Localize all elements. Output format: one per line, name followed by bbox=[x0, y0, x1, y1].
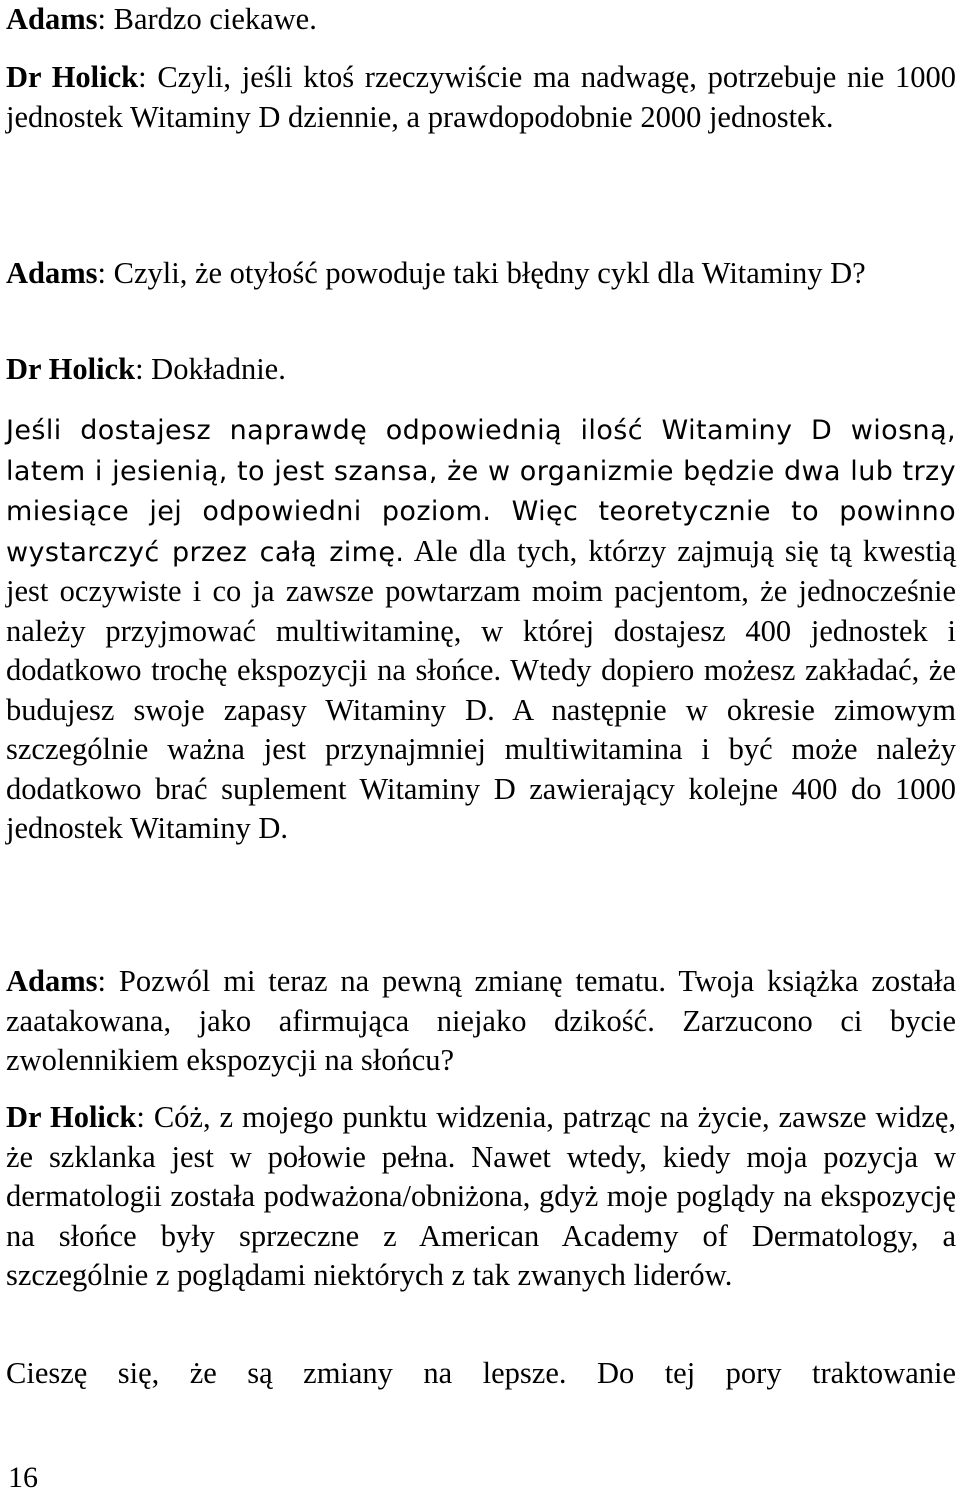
paragraph-text: : Pozwól mi teraz na pewną zmianę tematu. Twoja książka została zaatakowana, jako afirmująca niejako dzikość. Zarzucono ci bycie zwolennikiem ekspozycji na słońcu? bbox=[6, 964, 956, 1077]
paragraph-adams-2 bbox=[6, 254, 956, 294]
paragraph-text: : Bardzo ciekawe. bbox=[97, 2, 317, 36]
speaker-label: Adams bbox=[6, 2, 98, 36]
page-number: 16 bbox=[8, 1461, 38, 1494]
paragraph-adams-1 bbox=[6, 0, 956, 40]
speaker-label: Dr Holick bbox=[6, 60, 139, 94]
speaker-label: Adams bbox=[6, 964, 98, 998]
paragraph-text: : Cóż, z mojego punktu widzenia, patrząc na życie, zawsze widzę, że szklanka jest w połowie pełna. Nawet wtedy, kiedy moja pozycja w dermatologii została podważona/obniżona, gdyż moje poglądy na ekspozycję na słońce były sprzeczne z American Academy of Dermatology, a szczególnie z poglądami niektórych z tak zwanych liderów. bbox=[6, 1100, 956, 1292]
paragraph-holick-2 bbox=[6, 350, 956, 390]
paragraph-text: : Czyli, że otyłość powoduje taki błędny cykl dla Witaminy D? bbox=[97, 256, 866, 290]
paragraph-text-sans: Jeśli dostajesz naprawdę odpowiednią ilość Witaminy D wiosną, latem i jesienią, to jest szansa, że w organizmie będzie dwa lub trzy miesiące jej odpowiedni poziom. Więc teoretycznie to powinno wystarczyć przez całą zimę. bbox=[6, 415, 956, 568]
paragraph-text: Ale dla tych, którzy zajmują się tą kwestią jest oczywiste i co ja zawsze powtarzam moim pacjentom, że jednocześnie należy przyjmować multiwitaminę, w której dostajesz 400 jednostek i dodatkowo trochę ekspozycji na słońce. Wtedy dopiero możesz zakładać, że budujesz swoje zapasy Witaminy D. A następnie w okresie zimowym szczególnie ważna jest przynajmniej multiwitamina i być może należy dodatkowo brać suplement Witaminy D zawierający kolejne 400 do 1000 jednostek Witaminy D. bbox=[6, 533, 956, 845]
paragraph-text: : Dokładnie. bbox=[135, 352, 286, 386]
paragraph-holick-1 bbox=[6, 58, 956, 137]
paragraph-holick-3 bbox=[6, 1098, 956, 1296]
paragraph-adams-3 bbox=[6, 962, 956, 1081]
paragraph-text: Cieszę się, że są zmiany na lepsze. Do tej pory traktowanie bbox=[6, 1356, 956, 1390]
paragraph-text: : Czyli, jeśli ktoś rzeczywiście ma nadwagę, potrzebuje nie 1000 jednostek Witaminy D dziennie, a prawdopodobnie 2000 jednostek. bbox=[6, 60, 957, 134]
paragraph-continuation bbox=[6, 1354, 956, 1394]
speaker-label: Dr Holick bbox=[6, 352, 136, 386]
speaker-label: Dr Holick bbox=[6, 1100, 137, 1134]
paragraph-holick-continued bbox=[6, 410, 956, 849]
speaker-label: Adams bbox=[6, 256, 98, 290]
